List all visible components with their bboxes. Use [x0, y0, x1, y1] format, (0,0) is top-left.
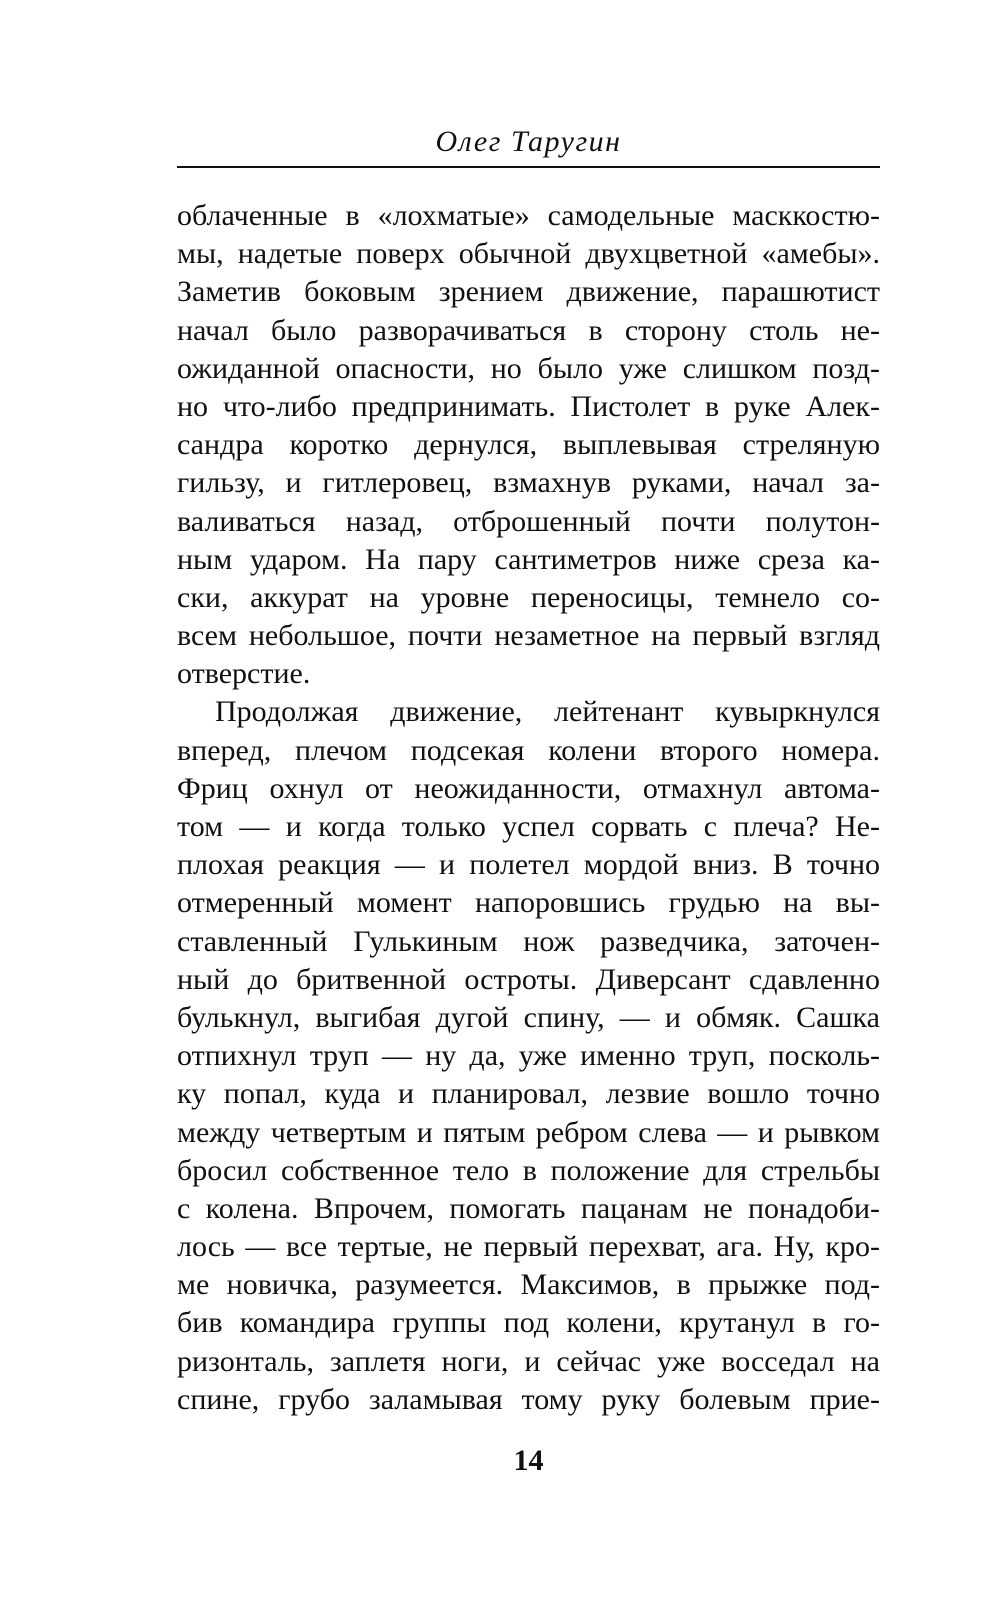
body-text	[177, 197, 880, 1419]
text-line: ски, аккурат на уровне переносицы, темнело со-	[177, 580, 880, 614]
text-line: Продолжая движение, лейтенант кувыркнулся	[215, 695, 880, 729]
text-line: ризонталь, заплетя ноги, и сейчас уже восседал на	[177, 1344, 880, 1378]
text-line: всем небольшое, почти незаметное на первый взгляд	[177, 619, 880, 653]
text-line: ным ударом. На пару сантиметров ниже среза ка-	[177, 542, 880, 576]
text-line: бив командира группы под колени, крутанул в го-	[177, 1306, 880, 1340]
text-line: Заметив боковым зрением движение, парашютист	[177, 275, 880, 309]
text-line: Фриц охнул от неожиданности, отмахнул автома-	[177, 771, 880, 805]
text-line: ожиданной опасности, но было уже слишком позд-	[177, 351, 880, 385]
text-line: ку попал, куда и планировал, лезвие вошло точно	[177, 1077, 880, 1111]
text-line: бросил собственное тело в положение для стрельбы	[177, 1153, 880, 1187]
text-line: ме новичка, разумеется. Максимов, в прыжке под-	[177, 1268, 880, 1302]
paragraph-2	[177, 693, 880, 1419]
text-line: гильзу, и гитлеровец, взмахнув руками, начал за-	[177, 466, 880, 500]
text-line: ставленный Гулькиным нож разведчика, заточен-	[177, 924, 880, 958]
text-line: ный до бритвенной остроты. Диверсант сдавленно	[177, 962, 880, 996]
text-line: отмеренный момент напоровшись грудью на вы-	[177, 886, 880, 920]
text-line: сандра коротко дернулся, выплевывая стреляную	[177, 428, 880, 462]
text-line: лось — все тертые, не первый перехват, ага. Ну, кро-	[177, 1230, 880, 1264]
text-line: между четвертым и пятым ребром слева — и рывком	[177, 1115, 880, 1149]
text-line: отпихнул труп — ну да, уже именно труп, посколь-	[177, 1039, 880, 1073]
text-line: с колена. Впрочем, помогать пацанам не понадоби-	[177, 1191, 880, 1225]
text-line: но что-либо предпринимать. Пистолет в руке Алек-	[177, 389, 880, 423]
text-line: валиваться назад, отброшенный почти полутон-	[177, 504, 880, 538]
text-line: вперед, плечом подсекая колени второго номера.	[177, 733, 880, 767]
text-line: начал было разворачиваться в сторону столь не-	[177, 313, 880, 347]
text-line: булькнул, выгибая дугой спину, — и обмяк. Сашка	[177, 1000, 880, 1034]
page-number: 14	[513, 1444, 544, 1477]
paragraph-1	[177, 197, 880, 693]
text-line: отверстие.	[177, 657, 311, 691]
text-line: спине, грубо заламывая тому руку болевым прие-	[177, 1382, 880, 1416]
text-line: плохая реакция — и полетел мордой вниз. В точно	[177, 848, 880, 882]
text-line: облаченные в «лохматые» самодельные масккостю-	[177, 199, 880, 232]
header-rule	[177, 166, 880, 168]
text-line: мы, надетые поверх обычной двухцветной «амебы».	[177, 237, 880, 271]
running-head-author: Олег Таругин	[435, 125, 622, 158]
text-line: том — и когда только успел сорвать с плеча? Не-	[177, 810, 880, 843]
